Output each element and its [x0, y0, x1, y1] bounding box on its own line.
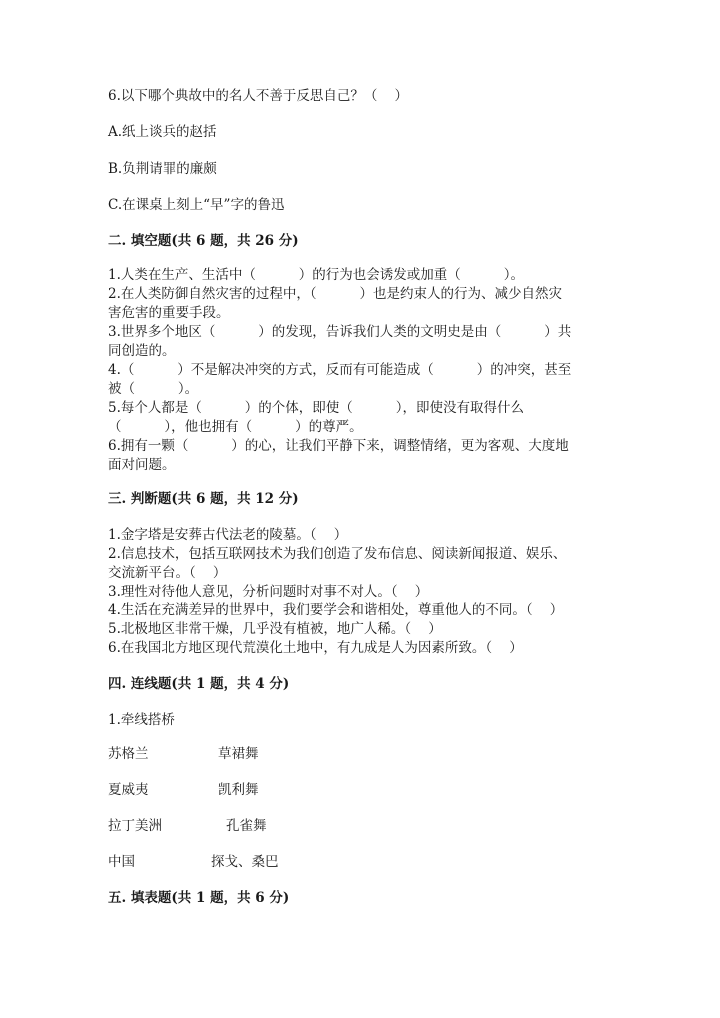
judge-line: 6.在我国北方地区现代荒漠化土地中，有九成是人为因素所致。（ ） — [108, 640, 523, 656]
option-b: B.负荆请罪的廉颇 — [108, 161, 217, 177]
judge-line: 交流新平台。（ ） — [108, 565, 227, 581]
judge-line: 5.北极地区非常干燥，几乎没有植被，地广人稀。（ ） — [108, 621, 442, 637]
judge-line: 1.金字塔是安葬古代法老的陵墓。（ ） — [108, 527, 348, 543]
section-5-heading: 五. 填表题(共 1 题，共 6 分) — [108, 890, 290, 906]
match-left-item: 苏格兰 — [108, 746, 149, 762]
match-right-item: 孔雀舞 — [226, 818, 267, 834]
question-6: 6.以下哪个典故中的名人不善于反思自己？（ ） — [108, 88, 409, 104]
match-right-item: 探戈、桑巴 — [211, 854, 279, 870]
section-3-heading: 三. 判断题(共 6 题，共 12 分) — [108, 491, 299, 507]
fill-line: 同创造的。 — [108, 343, 176, 359]
section-4-heading: 四. 连线题(共 1 题，共 4 分) — [108, 676, 290, 692]
fill-line: 6.拥有一颗（ ）的心，让我们平静下来，调整情绪，更为客观、大度地 — [108, 438, 569, 454]
match-left-item: 拉丁美洲 — [108, 818, 162, 834]
fill-line: 2.在人类防御自然灾害的过程中，（ ）也是约束人的行为、减少自然灾 — [108, 286, 563, 302]
match-right-item: 草裙舞 — [218, 746, 259, 762]
judge-line: 2.信息技术，包括互联网技术为我们创造了发布信息、阅读新闻报道、娱乐、 — [108, 546, 567, 562]
fill-line: 1.人类在生产、生活中（ ）的行为也会诱发或加重（ ）。 — [108, 267, 524, 283]
judge-line: 4.生活在充满差异的世界中，我们要学会和谐相处，尊重他人的不同。（ ） — [108, 602, 564, 618]
match-left-item: 中国 — [108, 854, 135, 870]
option-a: A.纸上谈兵的赵括 — [108, 124, 217, 140]
fill-line: 3.世界多个地区（ ）的发现，告诉我们人类的文明史是由（ ）共 — [108, 324, 572, 340]
judge-line: 3.理性对待他人意见，分析问题时对事不对人。（ ） — [108, 584, 429, 600]
fill-line: （ ），他也拥有（ ）的尊严。 — [108, 419, 363, 435]
fill-line: 被（ ）。 — [108, 381, 199, 397]
fill-line: 害危害的重要手段。 — [108, 305, 230, 321]
fill-line: 面对问题。 — [108, 457, 176, 473]
fill-line: 4.（ ）不是解决冲突的方式，反而有可能造成（ ）的冲突，甚至 — [108, 362, 572, 378]
fill-line: 5.每个人都是（ ）的个体，即使（ ），即使没有取得什么 — [108, 400, 524, 416]
section-2-heading: 二. 填空题(共 6 题，共 26 分) — [108, 233, 299, 249]
match-right-item: 凯利舞 — [218, 782, 259, 798]
match-left-item: 夏威夷 — [108, 782, 149, 798]
option-c: C.在课桌上刻上“早”字的鲁迅 — [108, 197, 285, 213]
matching-question: 1.牵线搭桥 — [108, 712, 175, 728]
